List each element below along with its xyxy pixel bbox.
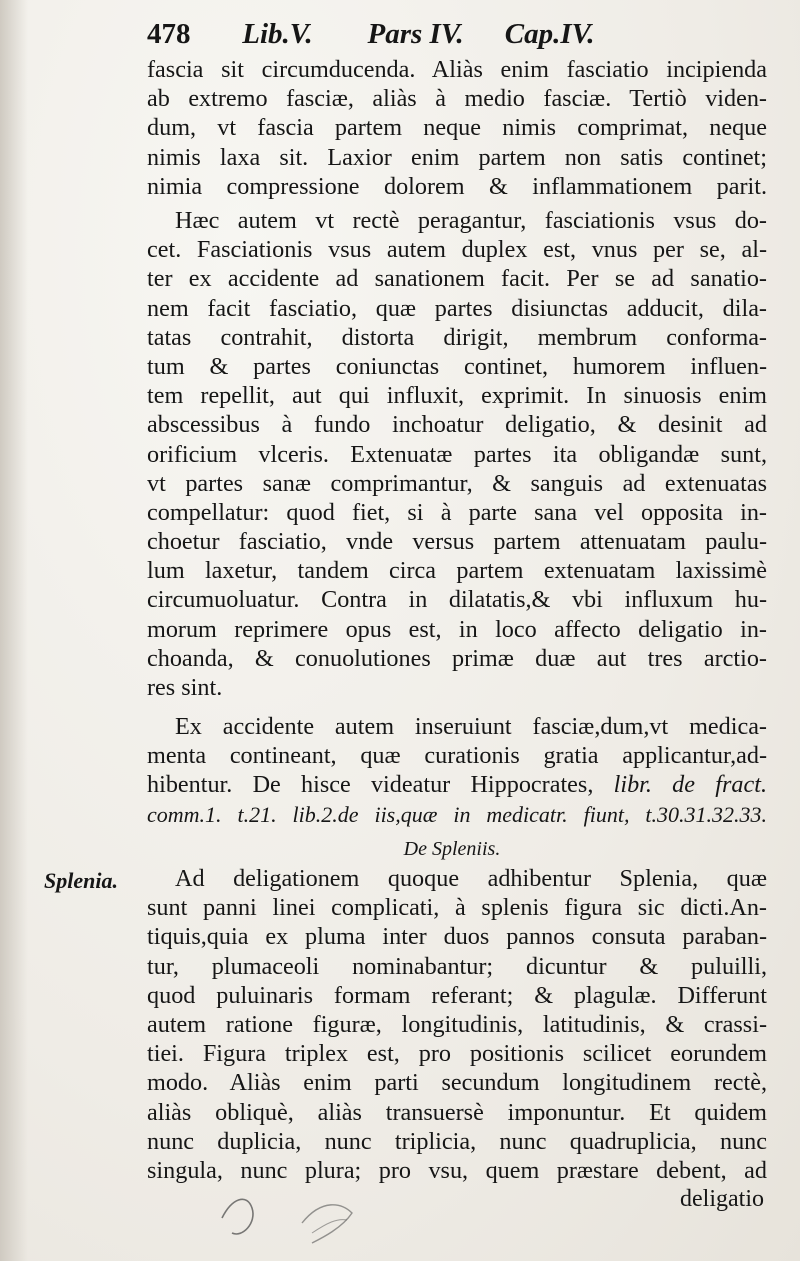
- text-line: lum laxetur, tandem circa partem extenuatam laxissimè: [147, 557, 767, 585]
- text-line: res sint.: [147, 674, 223, 701]
- section-title-text: De Spleniis.: [403, 838, 501, 860]
- paragraph-1: [147, 55, 767, 201]
- text-line: nimis laxa sit. Laxior enim partem non satis continet;: [147, 143, 767, 171]
- text-line: circumuoluatur. Contra in dilatatis,& vbi influxum hu-: [147, 586, 767, 614]
- text-line: tur, plumaceoli nominabantur; dicuntur & puluilli,: [147, 952, 767, 980]
- paragraph-4: [147, 864, 767, 1185]
- text-line: tum & partes coniunctas continet, humorem influen-: [147, 352, 767, 380]
- text-line-with-citation: [147, 770, 767, 799]
- binding-shadow: [0, 0, 28, 1261]
- text-line: vt partes sanæ comprimantur, & sanguis ad extenuatas: [147, 469, 767, 497]
- text-line: singula, nunc plura; pro vsu, quem præstare debent, ad: [147, 1156, 767, 1184]
- text-line: modo. Aliàs enim parti secundum longitudinem rectè,: [147, 1069, 767, 1097]
- text-line: choetur fasciatio, vnde versus partem attenuatam paulu-: [147, 528, 767, 556]
- text-line: sunt panni linei complicati, à splenis figura sic dicti.An-: [147, 894, 767, 922]
- text-line: morum reprimere opus est, in loco affecto deligatio in-: [147, 615, 767, 643]
- text-line: quod puluinaris formam referant; & plagulæ. Differunt: [147, 981, 767, 1009]
- text-line: nimia compressione dolorem & inflammationem parit.: [147, 172, 767, 200]
- text-line: aliàs obliquè, aliàs transuersè imponuntur. Et quidem: [147, 1098, 767, 1126]
- running-header: [147, 14, 767, 54]
- text-fragment: hibentur. De hisce videatur Hippocrates,: [147, 771, 594, 799]
- citation-line: comm.1. t.21. lib.2.de iis,quæ in medicatr. fiunt, t.30.31.32.33.: [147, 801, 767, 827]
- text-line: ab extremo fasciæ, aliàs à medio fasciæ. Tertiò viden-: [147, 85, 767, 113]
- catchword: deligatio: [680, 1186, 764, 1212]
- header-chapter: Cap.IV.: [504, 18, 595, 50]
- text-line: tiei. Figura triplex est, pro positionis scilicet eorundem: [147, 1040, 767, 1068]
- citation: libr. de fract.: [613, 771, 767, 799]
- paragraph-3: [147, 712, 767, 829]
- text-line: Ad deligationem quoque adhibentur Splenia, quæ: [175, 865, 767, 892]
- text-line: tiquis,quia ex pluma inter duos pannos consuta paraban-: [147, 923, 767, 951]
- page-number: 478: [147, 18, 191, 50]
- paragraph-2: [147, 206, 767, 702]
- text-line: tem repellit, aut qui influxit, exprimit. In sinuosis enim: [147, 382, 767, 410]
- section-title: [0, 838, 800, 864]
- text-line: cet. Fasciationis vsus autem duplex est, vnus per se, al-: [147, 236, 767, 264]
- text-line: tatas contrahit, distorta dirigit, membrum conforma-: [147, 323, 767, 351]
- text-line: menta contineant, quæ curationis gratia applicantur,ad-: [147, 742, 767, 770]
- text-line: nunc duplicia, nunc triplicia, nunc quadruplicia, nunc: [147, 1127, 767, 1155]
- text-line: fascia sit circumducenda. Aliàs enim fasciatio incipienda: [147, 56, 767, 83]
- margin-note: Splenia.: [44, 868, 118, 893]
- text-line: nem facit fasciatio, quæ partes disiunctas adducit, dila-: [147, 294, 767, 322]
- text-line: autem ratione figuræ, longitudinis, latitudinis, & crassi-: [147, 1010, 767, 1038]
- ink-smudge: [212, 1178, 372, 1248]
- text-line: orificium vlceris. Extenuatæ partes ita obligandæ sunt,: [147, 440, 767, 468]
- header-book: Lib.V.: [242, 18, 313, 50]
- text-line: compellatur: quod fiet, si à parte sana vel opposita in-: [147, 498, 767, 526]
- text-line: choanda, & conuolutiones primæ duæ aut tres arctio-: [147, 644, 767, 672]
- text-line: Ex accidente autem inseruiunt fasciæ,dum,vt medica-: [175, 713, 767, 740]
- header-part: Pars IV.: [367, 18, 464, 50]
- text-line: abscessibus à fundo inchoatur deligatio, & desinit ad: [147, 411, 767, 439]
- text-line: dum, vt fascia partem neque nimis comprimat, neque: [147, 114, 767, 142]
- text-line: ter ex accidente ad sanationem facit. Per se ad sanatio-: [147, 265, 767, 293]
- text-line: Hæc autem vt rectè peragantur, fasciationis vsus do-: [175, 207, 767, 234]
